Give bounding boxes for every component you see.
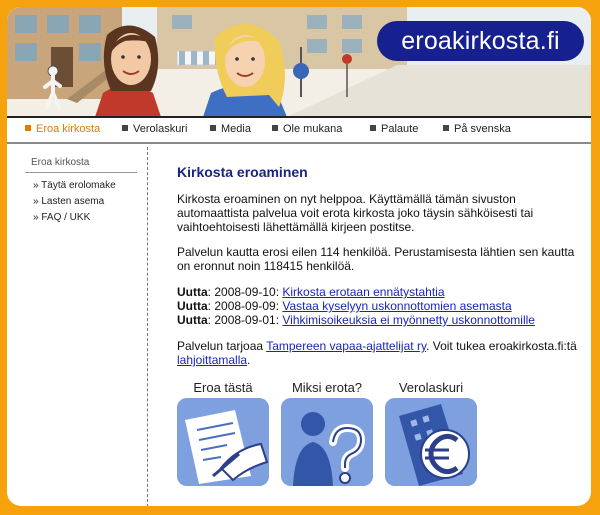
provider-text: Palvelun tarjoaa (177, 339, 267, 353)
sidebar-link-faq[interactable]: » FAQ / UKK (33, 212, 91, 223)
sidebar-divider (25, 172, 137, 173)
news-link[interactable]: Vastaa kyselyyn uskonnottomien asemasta (282, 299, 512, 313)
news-tag: Uutta (177, 313, 208, 327)
bullet-icon (443, 125, 449, 131)
nav-item-ole-mukana[interactable] (272, 123, 342, 135)
bullet-icon (25, 125, 31, 131)
intro-paragraph: Kirkosta eroaminen on nyt helppoa. Käyttämällä tämän sivuston automaattista palvelua voit erota kirkosta joko täysin sähköisesti tai vaihtoehtoisesti lähettämällä kirjeen postitse. (177, 192, 534, 234)
form-pen-icon (177, 398, 269, 486)
header-banner (7, 7, 591, 117)
nav-item-eroa-kirkosta[interactable] (25, 123, 100, 135)
tile-eroa-tasta[interactable] (177, 380, 269, 486)
stats-paragraph: Palvelun kautta erosi eilen 114 henkilöä. Perustamisesta lähtien sen kautta on eronnut noin 118415 henkilöä. (177, 245, 575, 273)
vertical-divider (147, 147, 148, 506)
tile-label: Eroa tästä (193, 380, 253, 395)
main-nav (7, 116, 591, 144)
tile-label: Verolaskuri (398, 380, 464, 395)
tile-miksi-erota[interactable] (281, 380, 373, 486)
bullet-icon (272, 125, 278, 131)
tile-verolaskuri[interactable] (385, 380, 477, 486)
news-item (177, 285, 445, 299)
bullet-icon (210, 125, 216, 131)
nav-label: Verolaskuri (133, 123, 188, 135)
nav-item-verolaskuri[interactable] (122, 123, 187, 135)
news-link[interactable]: Vihkimisoikeuksia ei myönnetty uskonnottomille (282, 313, 535, 327)
nav-label: Eroa kirkosta (36, 123, 101, 135)
support-text: . Voit tukea eroakirkosta.fi:tä (426, 339, 577, 353)
news-tag: Uutta (177, 299, 208, 313)
news-item (177, 299, 512, 313)
tile-label: Miksi erota? (291, 380, 363, 395)
sidebar-link-lasten-asema[interactable]: » Lasten asema (33, 196, 105, 207)
news-item (177, 313, 535, 327)
bullet-icon (370, 125, 376, 131)
news-date: : 2008-09-01: (207, 313, 283, 327)
nav-item-pa-svenska[interactable] (443, 123, 511, 135)
question-mark-icon (281, 398, 373, 486)
sidebar-title: Eroa kirkosta (31, 157, 90, 168)
donate-link[interactable]: lahjoittamalla (177, 353, 248, 367)
sidebar (7, 144, 147, 506)
euro-calculator-icon (385, 398, 477, 486)
provider-paragraph (177, 339, 577, 367)
page-frame (7, 7, 591, 506)
nav-item-palaute[interactable] (370, 123, 418, 135)
news-date: : 2008-09-10: (207, 285, 283, 299)
page-title: Kirkosta eroaminen (177, 164, 308, 180)
provider-link[interactable]: Tampereen vapaa-ajattelijat ry (266, 339, 427, 353)
nav-label: Palaute (381, 123, 419, 135)
news-date: : 2008-09-09: (207, 299, 283, 313)
site-logo[interactable]: eroakirkosta.fi (377, 21, 584, 61)
nav-label: På svenska (454, 123, 511, 135)
nav-label: Ole mukana (283, 123, 343, 135)
period-text: . (247, 353, 251, 367)
bullet-icon (122, 125, 128, 131)
news-link[interactable]: Kirkosta erotaan ennätystahtia (282, 285, 445, 299)
news-tag: Uutta (177, 285, 208, 299)
nav-label: Media (221, 123, 251, 135)
nav-item-media[interactable] (210, 123, 251, 135)
sidebar-link-taytta-erolomake[interactable]: » Täytä erolomake (33, 180, 116, 191)
